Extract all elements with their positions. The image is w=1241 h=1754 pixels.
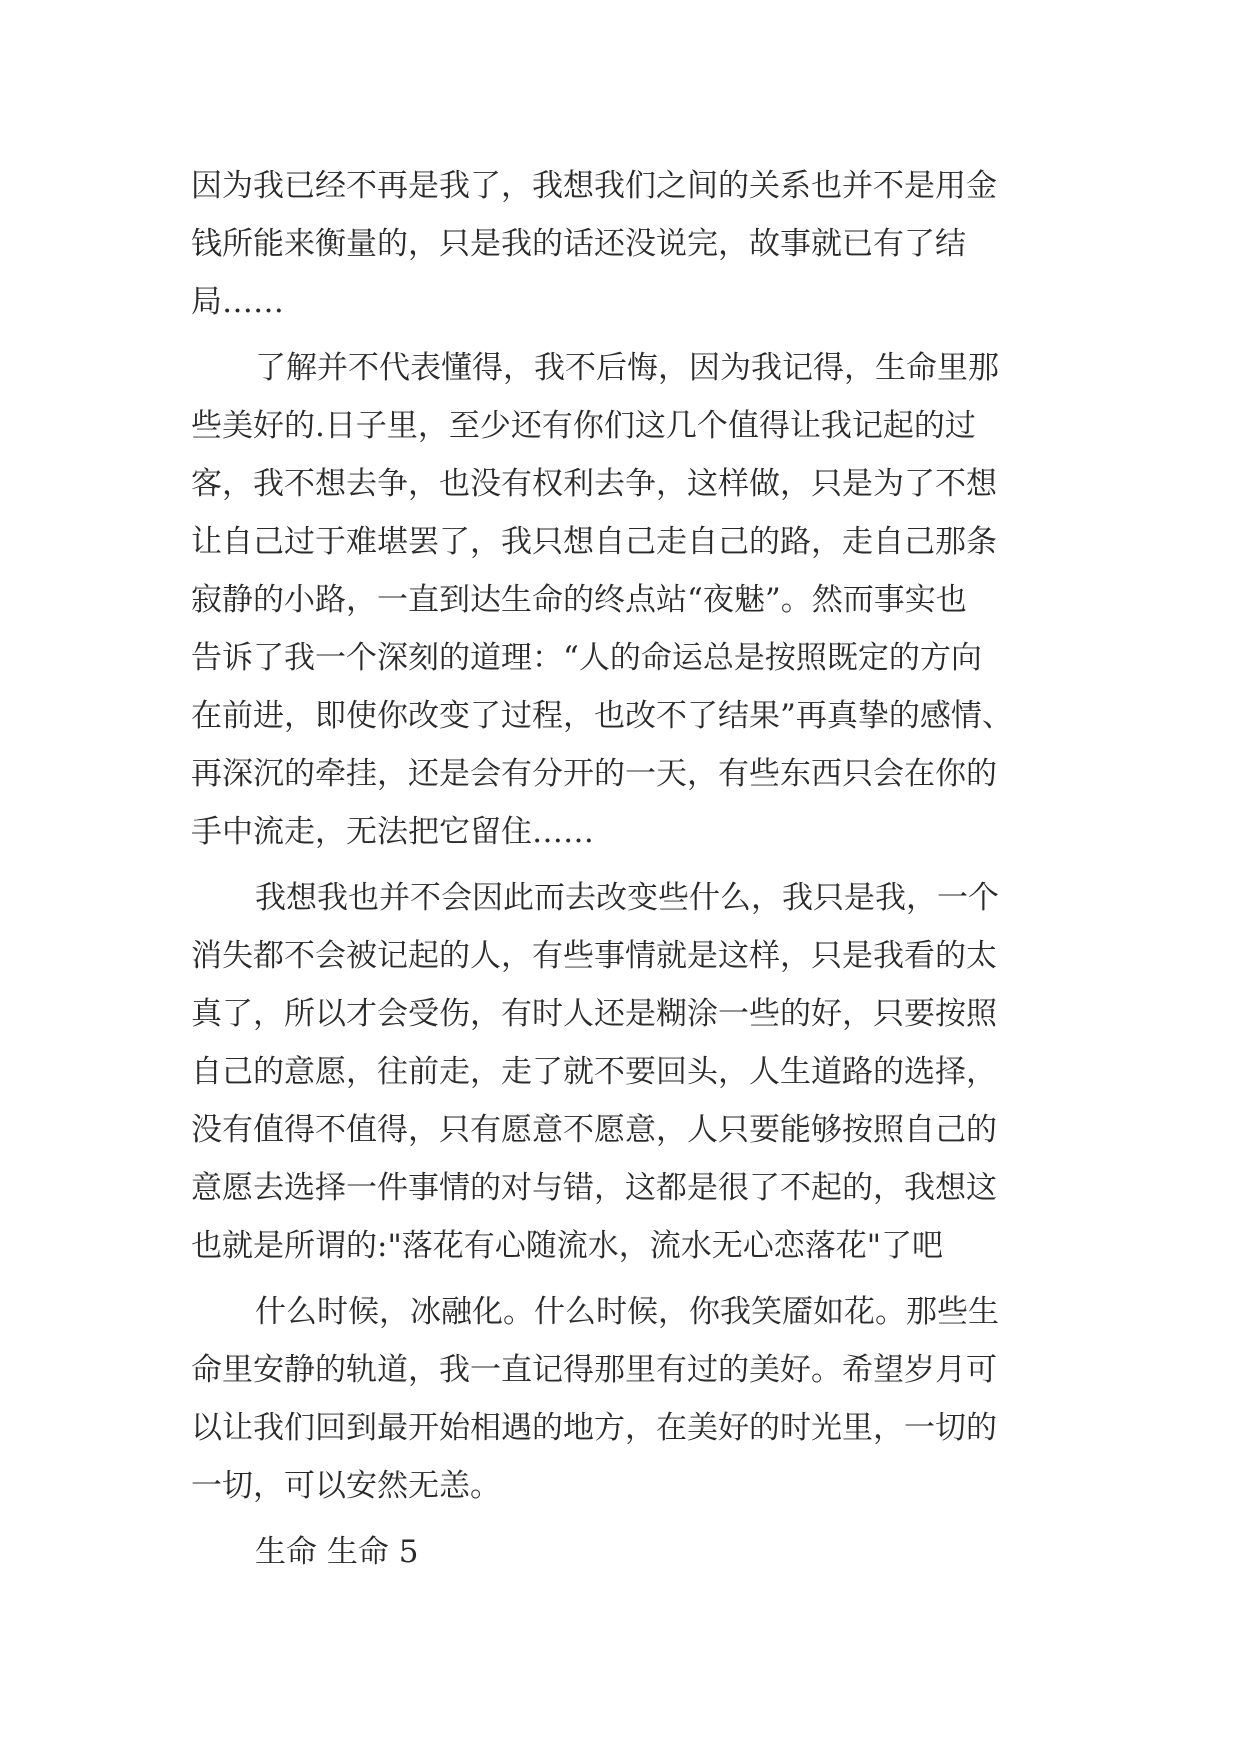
paragraph bbox=[191, 1283, 1071, 1515]
text-line: 钱所能来衡量的，只是我的话还没说完，故事就已有了结 bbox=[191, 226, 966, 262]
paragraph bbox=[191, 339, 1071, 861]
text-line: 了解并不代表懂得，我不后悔，因为我记得，生命里那 bbox=[255, 350, 999, 386]
text-line: 寂静的小路，一直到达生命的终点站“夜魅”。然而事实也 bbox=[191, 582, 967, 618]
text-line: 在前进，即使你改变了过程，也改不了结果”再真挚的感情、 bbox=[191, 698, 1013, 734]
article-body bbox=[191, 157, 1071, 1581]
text-line: 消失都不会被记起的人，有些事情就是这样，只是我看的太 bbox=[191, 938, 997, 974]
text-line: 一切，可以安然无恙。 bbox=[191, 1468, 501, 1504]
text-line: 自己的意愿，往前走，走了就不要回头，人生道路的选择， bbox=[191, 1054, 997, 1090]
text-line: 没有值得不值得，只有愿意不愿意，人只要能够按照自己的 bbox=[191, 1112, 997, 1148]
text-line: 告诉了我一个深刻的道理：“人的命运总是按照既定的方向 bbox=[191, 640, 982, 676]
text-line: 局…… bbox=[191, 284, 284, 320]
text-line: 真了，所以才会受伤，有时人还是糊涂一些的好，只要按照 bbox=[191, 996, 997, 1032]
paragraph bbox=[191, 869, 1071, 1275]
paragraph bbox=[191, 1523, 1071, 1581]
text-line: 什么时候，冰融化。什么时候，你我笑靥如花。那些生 bbox=[255, 1294, 999, 1330]
text-line: 因为我已经不再是我了，我想我们之间的关系也并不是用金 bbox=[191, 168, 997, 204]
text-line: 命里安静的轨道，我一直记得那里有过的美好。希望岁月可 bbox=[191, 1352, 997, 1388]
text-line: 意愿去选择一件事情的对与错，这都是很了不起的，我想这 bbox=[191, 1170, 997, 1206]
text-line: 我想我也并不会因此而去改变些什么，我只是我，一个 bbox=[255, 880, 999, 916]
text-line: 以让我们回到最开始相遇的地方，在美好的时光里，一切的 bbox=[191, 1410, 997, 1446]
text-line: 手中流走，无法把它留住…… bbox=[191, 814, 594, 850]
paragraph bbox=[191, 157, 1071, 331]
text-line: 再深沉的牵挂，还是会有分开的一天，有些东西只会在你的 bbox=[191, 756, 997, 792]
text-line: 些美好的.日子里，至少还有你们这几个值得让我记起的过 bbox=[191, 408, 976, 444]
text-line: 让自己过于难堪罢了，我只想自己走自己的路，走自己那条 bbox=[191, 524, 997, 560]
text-line: 客，我不想去争，也没有权利去争，这样做，只是为了不想 bbox=[191, 466, 997, 502]
text-line: 也就是所谓的:"落花有心随流水，流水无心恋落花"了吧 bbox=[191, 1228, 943, 1264]
section-heading: 生命 生命 5 bbox=[255, 1534, 419, 1570]
